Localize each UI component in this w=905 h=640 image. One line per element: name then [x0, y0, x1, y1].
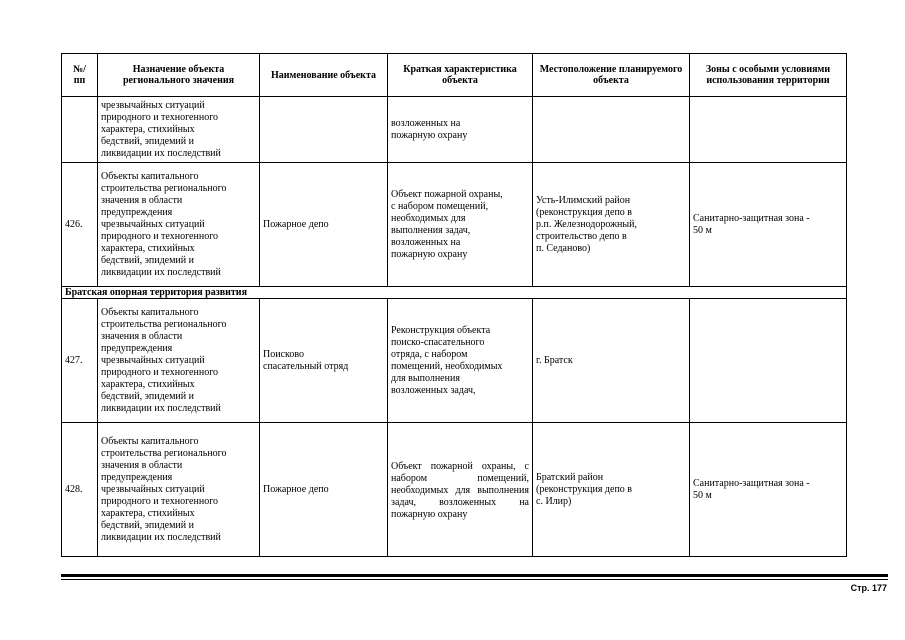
description-cell: Объект пожарной охраны, с набором помещений, необходимых для выполнения задач, возложенных на пожарную охрану: [388, 163, 533, 287]
location-cell: [533, 97, 690, 163]
footer-rule-thick: [61, 574, 888, 577]
name-cell: [260, 97, 388, 163]
location-cell: Усть-Илимский район (реконструкция депо в р.п. Железнодорожный, строительство депо в п. Седаново): [533, 163, 690, 287]
table-row: [62, 97, 847, 163]
description-cell: Реконструкция объекта поиско-спасательного отряда, с набором помещений, необходимых для выполнения возложенных задач,: [388, 299, 533, 423]
header-zones: Зоны с особыми условиями использования территории: [690, 54, 847, 97]
table-row: [62, 423, 847, 557]
header-row: [62, 54, 847, 97]
objects-table: [61, 53, 847, 557]
zones-cell: Санитарно-защитная зона - 50 м: [690, 163, 847, 287]
purpose-cell: Объекты капитального строительства регионального значения в области предупреждения чрезвычайных ситуаций природного и техногенного характера, стихийных бедствий, эпидемий и ликвидации их последствий: [98, 423, 260, 557]
purpose-cell: чрезвычайных ситуаций природного и техногенного характера, стихийных бедствий, эпидемий и ликвидации их последствий: [98, 97, 260, 163]
header-num: №/ пп: [62, 54, 98, 97]
location-cell: Братский район (реконструкция депо в с. Илир): [533, 423, 690, 557]
header-purpose: Назначение объекта регионального значения: [98, 54, 260, 97]
table-row: [62, 299, 847, 423]
num-cell: 427.: [62, 299, 98, 423]
zones-cell: [690, 299, 847, 423]
location-cell: г. Братск: [533, 299, 690, 423]
header-location: Местоположение планируемого объекта: [533, 54, 690, 97]
header-name: Наименование объекта: [260, 54, 388, 97]
footer-rule-thin: [61, 579, 888, 580]
name-cell: Пожарное депо: [260, 163, 388, 287]
num-cell: [62, 97, 98, 163]
section-row: [62, 287, 847, 299]
section-title: Братская опорная территория развития: [62, 287, 847, 299]
zones-cell: [690, 97, 847, 163]
description-cell: возложенных на пожарную охрану: [388, 97, 533, 163]
table-row: [62, 163, 847, 287]
num-cell: 426.: [62, 163, 98, 287]
name-cell: Пожарное депо: [260, 423, 388, 557]
page-number: Стр. 177: [850, 583, 887, 593]
name-cell: Поисково спасательный отряд: [260, 299, 388, 423]
zones-cell: Санитарно-защитная зона - 50 м: [690, 423, 847, 557]
purpose-cell: Объекты капитального строительства регионального значения в области предупреждения чрезвычайных ситуаций природного и техногенного характера, стихийных бедствий, эпидемий и ликвидации их последствий: [98, 163, 260, 287]
num-cell: 428.: [62, 423, 98, 557]
purpose-cell: Объекты капитального строительства регионального значения в области предупреждения чрезвычайных ситуаций природного и техногенного характера, стихийных бедствий, эпидемий и ликвидации их последствий: [98, 299, 260, 423]
description-cell: Объект пожарной охраны, с набором помещений, необходимых для выполнения задач, возложенных на пожарную охрану: [388, 423, 533, 557]
header-description: Краткая характеристика объекта: [388, 54, 533, 97]
